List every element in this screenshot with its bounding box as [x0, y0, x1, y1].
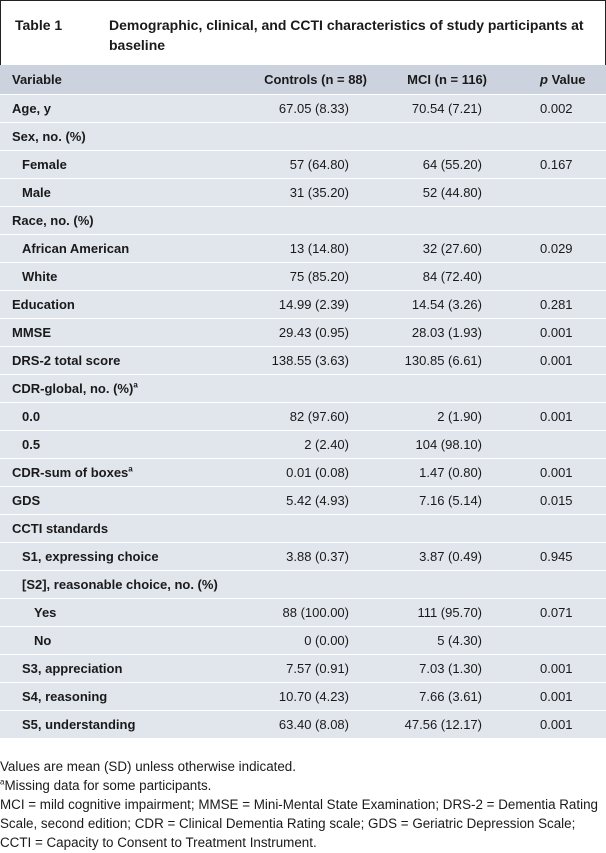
footnote-marker: a [133, 380, 138, 390]
header-variable: Variable [12, 72, 62, 87]
cell-p-value: 0.001 [540, 689, 573, 704]
table-row [0, 179, 606, 207]
cell-controls: 63.40 (8.08) [278, 717, 349, 732]
cell-controls: 29.43 (0.95) [278, 325, 349, 340]
variable-label: Age, y [12, 101, 52, 116]
variable-label: 0.5 [22, 437, 41, 452]
cell-variable [0, 577, 226, 592]
cell-mci: 1.47 (0.80) [419, 465, 482, 480]
table-row [0, 347, 606, 375]
cell-mci: 3.87 (0.49) [419, 549, 482, 564]
footnote-values: Values are mean (SD) unless otherwise indicated. [0, 759, 296, 774]
variable-label: CDR-sum of boxes [12, 465, 129, 480]
cell-p-value: 0.001 [540, 717, 573, 732]
cell-variable [0, 325, 226, 340]
cell-variable [0, 297, 226, 312]
cell-variable [0, 269, 226, 284]
cell-variable [0, 465, 226, 480]
cell-p-value: 0.002 [540, 101, 573, 116]
header-controls: Controls (n = 88) [264, 72, 367, 87]
variable-label: [S2], reasonable choice, no. (%) [22, 577, 218, 592]
table-row [0, 711, 606, 739]
cell-controls: 0.01 (0.08) [286, 465, 349, 480]
variable-label: DRS-2 total score [12, 353, 121, 368]
table-row [0, 207, 606, 235]
cell-variable [0, 185, 226, 200]
cell-mci: 2 (1.90) [437, 409, 482, 424]
variable-label: African American [22, 241, 130, 256]
cell-mci: 64 (55.20) [422, 157, 482, 172]
header-p-value [511, 72, 606, 87]
cell-controls: 57 (64.80) [289, 157, 349, 172]
cell-mci: 52 (44.80) [422, 185, 482, 200]
cell-mci: 104 (98.10) [415, 437, 482, 452]
cell-variable [0, 213, 226, 228]
cell-controls: 75 (85.20) [289, 269, 349, 284]
table-row [0, 319, 606, 347]
variable-label: 0.0 [22, 409, 41, 424]
header-p-suffix: Value [547, 72, 586, 87]
footnote-missing-text: Missing data for some participants. [4, 778, 212, 793]
cell-variable [0, 661, 226, 676]
cell-mci: 7.66 (3.61) [419, 689, 482, 704]
cell-controls: 0 (0.00) [304, 633, 349, 648]
footnote-marker: a [128, 464, 133, 474]
variable-label: S1, expressing choice [22, 549, 159, 564]
variable-label: Sex, no. (%) [12, 129, 86, 144]
table-title: Demographic, clinical, and CCTI characteristics of study participants at baseline [109, 17, 584, 53]
cell-variable [0, 493, 226, 508]
cell-p-value: 0.029 [540, 241, 573, 256]
cell-variable [0, 241, 226, 256]
cell-p-value: 0.071 [540, 605, 573, 620]
variable-label: S3, appreciation [22, 661, 123, 676]
cell-variable [0, 521, 226, 536]
cell-controls: 3.88 (0.37) [286, 549, 349, 564]
variable-label: CCTI standards [12, 521, 109, 536]
cell-controls: 138.55 (3.63) [271, 353, 349, 368]
table-row [0, 123, 606, 151]
table-row [0, 515, 606, 543]
cell-controls: 5.42 (4.93) [286, 493, 349, 508]
table-header-row [0, 65, 606, 95]
cell-mci: 84 (72.40) [422, 269, 482, 284]
cell-controls: 67.05 (8.33) [278, 101, 349, 116]
cell-mci: 5 (4.30) [437, 633, 482, 648]
cell-variable [0, 101, 226, 116]
cell-p-value: 0.945 [540, 549, 573, 564]
footnote-missing [0, 776, 600, 795]
cell-variable [0, 689, 226, 704]
variable-label: Yes [34, 605, 57, 620]
cell-p-value: 0.015 [540, 493, 573, 508]
cell-mci: 32 (27.60) [422, 241, 482, 256]
variable-label: S5, understanding [22, 717, 136, 732]
variable-label: Male [22, 185, 51, 200]
cell-mci: 14.54 (3.26) [411, 297, 482, 312]
table-row [0, 459, 606, 487]
cell-variable [0, 157, 226, 172]
variable-label: White [22, 269, 58, 284]
variable-label: GDS [12, 493, 41, 508]
cell-mci: 111 (95.70) [417, 605, 482, 620]
table-row [0, 291, 606, 319]
cell-p-value: 0.001 [540, 353, 573, 368]
variable-label: Female [22, 157, 67, 172]
cell-mci: 28.03 (1.93) [411, 325, 482, 340]
cell-p-value: 0.281 [540, 297, 573, 312]
table-body [0, 95, 606, 739]
table-row [0, 403, 606, 431]
table-row [0, 599, 606, 627]
table-label: Table 1 [15, 17, 63, 33]
variable-label: Race, no. (%) [12, 213, 94, 228]
cell-variable [0, 717, 226, 732]
cell-variable [0, 381, 226, 396]
header-p-italic: p [540, 72, 548, 87]
cell-mci: 47.56 (12.17) [404, 717, 482, 732]
cell-mci: 7.03 (1.30) [419, 661, 482, 676]
cell-controls: 13 (14.80) [289, 241, 349, 256]
cell-p-value: 0.167 [540, 157, 573, 172]
header-mci: MCI (n = 116) [407, 72, 487, 87]
cell-variable [0, 353, 226, 368]
cell-controls: 82 (97.60) [289, 409, 349, 424]
table-row [0, 487, 606, 515]
cell-p-value: 0.001 [540, 409, 573, 424]
table-row [0, 655, 606, 683]
cell-variable [0, 605, 226, 620]
variable-label: No [34, 633, 52, 648]
footnote-abbreviations: MCI = mild cognitive impairment; MMSE = Mini-Mental State Examination; DRS-2 = Dementia Rating Scale, second edition; CDR = Clinical Dementia Rating scale; GDS = Geriatric Depression Scale; CCTI = Capacity to Consent to Treatment Instrument. [0, 797, 598, 850]
table-row [0, 235, 606, 263]
cell-controls: 7.57 (0.91) [286, 661, 349, 676]
variable-label: S4, reasoning [22, 689, 108, 704]
cell-controls: 2 (2.40) [304, 437, 349, 452]
table-row [0, 431, 606, 459]
cell-variable [0, 437, 226, 452]
table-row [0, 627, 606, 655]
cell-controls: 14.99 (2.39) [278, 297, 349, 312]
footnote-star: a [0, 777, 5, 787]
cell-p-value: 0.001 [540, 465, 573, 480]
cell-mci: 7.16 (5.14) [419, 493, 482, 508]
cell-variable [0, 549, 226, 564]
variable-label: Education [12, 297, 75, 312]
table-row [0, 151, 606, 179]
cell-mci: 70.54 (7.21) [411, 101, 482, 116]
cell-variable [0, 409, 226, 424]
table-row [0, 683, 606, 711]
table-row [0, 263, 606, 291]
cell-mci: 130.85 (6.61) [404, 353, 482, 368]
table-row [0, 543, 606, 571]
cell-variable [0, 633, 226, 648]
table-row [0, 95, 606, 123]
cell-controls: 88 (100.00) [282, 605, 349, 620]
cell-variable [0, 129, 226, 144]
cell-controls: 31 (35.20) [289, 185, 349, 200]
table-row [0, 375, 606, 403]
table-row [0, 571, 606, 599]
cell-p-value: 0.001 [540, 325, 573, 340]
cell-p-value: 0.001 [540, 661, 573, 676]
variable-label: CDR-global, no. (%) [12, 381, 134, 396]
table-footnotes [0, 757, 600, 852]
table-caption [0, 0, 606, 65]
variable-label: MMSE [12, 325, 51, 340]
cell-controls: 10.70 (4.23) [278, 689, 349, 704]
